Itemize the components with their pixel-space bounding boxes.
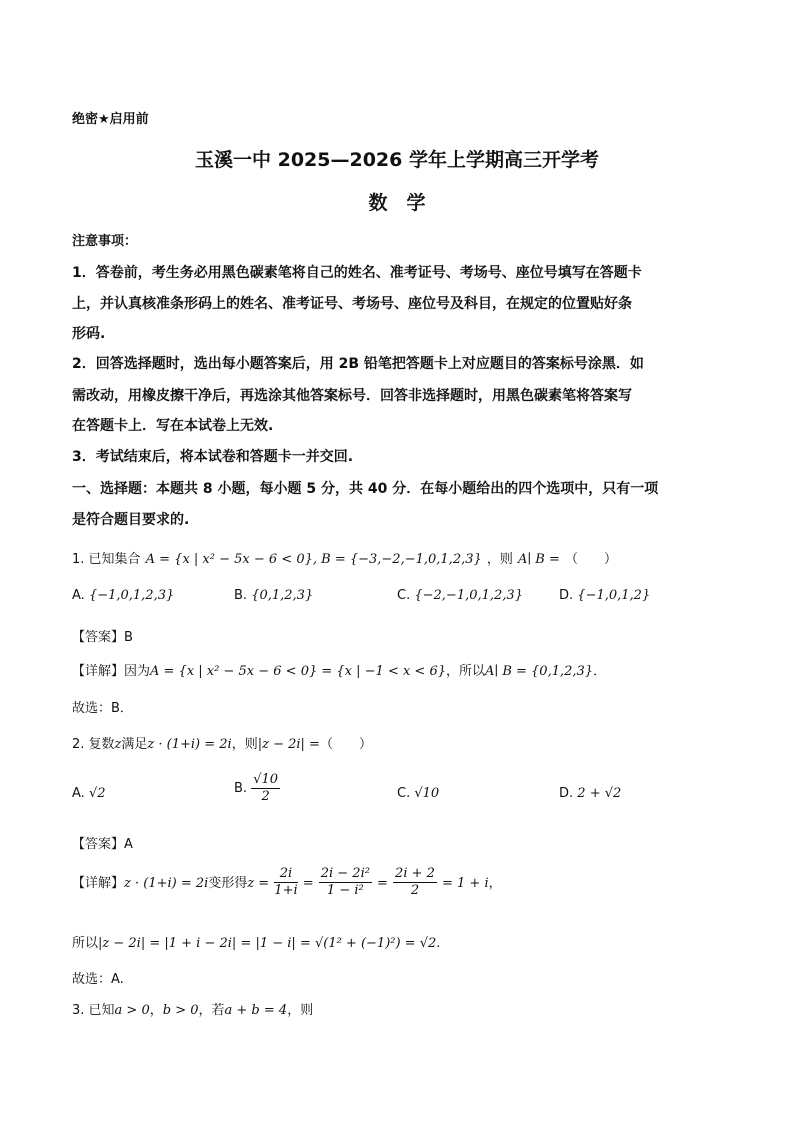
q1-answer: 【答案】B <box>72 630 133 645</box>
question-1-stem <box>72 548 617 567</box>
q1-option-c <box>397 588 523 603</box>
q1-detail-math: A = {x | x² − 5x − 6 < 0} = {x | −1 < x < 6} <box>150 664 446 679</box>
q1-option-a-label: A. <box>72 588 85 603</box>
q2-frac-1-den: 1+i <box>274 883 298 898</box>
q2-option-a <box>72 786 106 801</box>
q2-frac-2-num: 2i − 2i² <box>320 866 370 881</box>
question-3-stem <box>72 999 313 1018</box>
q1-detail <box>72 660 606 679</box>
q2-detail-mid: 变形得 <box>208 876 248 891</box>
q2-option-b-num: √10 <box>253 772 279 787</box>
q2-frac-3-den: 2 <box>410 883 420 898</box>
q2-option-d-label: D. <box>559 786 574 801</box>
q2-detail-z: z = <box>247 876 270 891</box>
q2-detail-prefix: 【详解】 <box>72 876 125 891</box>
q1-suffix: ，则 <box>486 552 513 567</box>
q2-so-label: 所以 <box>72 936 99 951</box>
q1-detail-mid: ，所以 <box>446 664 486 679</box>
q2-detail-end: ， <box>488 876 502 891</box>
q2-condition: z · (1+i) = 2i <box>147 737 232 752</box>
q1-option-d <box>559 588 650 603</box>
q2-frac-2-den: 1 − i² <box>326 883 364 898</box>
q1-option-d-label: D. <box>559 588 574 603</box>
q2-option-c-text: √10 <box>414 786 440 801</box>
q1-option-b-text: {0,1,2,3} <box>251 588 314 603</box>
q2-choose: 故选：A. <box>72 972 124 987</box>
section-1-line-1: 一、选择题：本题共 8 小题，每小题 5 分，共 40 分．在每小题给出的四个选项中，只有一项 <box>72 481 659 497</box>
q3-sep-1: ， <box>149 1003 163 1018</box>
q2-ask: |z − 2i| = <box>257 737 320 752</box>
note-1-line-2: 上，并认真核准条形码上的姓名、准考证号、考场号、座位号及科目，在规定的位置贴好条 <box>72 296 632 312</box>
q2-option-b <box>234 772 280 805</box>
q1-option-a-text: {−1,0,1,2,3} <box>88 588 175 603</box>
q2-option-d-text: 2 + √2 <box>577 786 622 801</box>
q2-mid: 满足 <box>121 737 148 752</box>
q2-option-a-label: A. <box>72 786 85 801</box>
q1-option-c-text: {−2,−1,0,1,2,3} <box>414 588 523 603</box>
note-2-line-3: 在答题卡上．写在本试卷上无效. <box>72 418 274 434</box>
notes-heading: 注意事项： <box>72 234 138 249</box>
q2-option-d <box>559 786 621 801</box>
q3-sep-2: ，若 <box>198 1003 225 1018</box>
exam-title: 玉溪一中 2025—2026 学年上学期高三开学考 <box>195 149 599 171</box>
q1-detail-prefix: 【详解】因为 <box>72 664 151 679</box>
q2-mid-2: ，则 <box>231 737 258 752</box>
q1-option-b <box>234 588 313 603</box>
q1-choose: 故选：B． <box>72 701 133 716</box>
note-2-line-2: 需改动，用橡皮擦干净后，再选涂其他答案标号．回答非选择题时，用黑色碳素笔将答案写 <box>72 388 632 404</box>
q2-so-end: . <box>436 936 441 951</box>
q3-prefix: 3. 已知 <box>72 1003 115 1018</box>
q2-paren: （ ） <box>319 737 372 752</box>
q1-detail-end: ． <box>593 664 607 679</box>
q2-detail-tail: = 1 + i <box>442 876 489 891</box>
note-2-line-1: 2．回答选择题时，选出每小题答案后，用 2B 铅笔把答题卡上对应题目的答案标号涂黑．如 <box>72 356 644 372</box>
q2-option-b-label: B. <box>234 781 248 796</box>
q1-option-c-label: C. <box>397 588 411 603</box>
q2-eq-1: = <box>302 876 314 891</box>
q2-so-math: |z − 2i| = |1 + i − 2i| = |1 − i| = √(1² + (−1)²) = √2 <box>98 936 437 951</box>
q2-frac-1-num: 2i <box>274 866 297 883</box>
q1-expr: A∣ B = <box>517 552 560 567</box>
q3-cond-3: a + b = 4 <box>224 1003 288 1018</box>
q2-so <box>72 932 440 951</box>
subject-title: 数 学 <box>368 192 426 214</box>
q1-option-d-text: {−1,0,1,2} <box>577 588 651 603</box>
q3-cond-2: b > 0 <box>162 1003 199 1018</box>
question-2-stem <box>72 733 372 752</box>
q2-detail <box>72 866 502 899</box>
note-1-line-1: 1．答卷前，考生务必用黑色碳素笔将自己的姓名、准考证号、考场号、座位号填写在答题卡 <box>72 265 642 281</box>
secret-label: 绝密★启用前 <box>72 112 149 127</box>
section-1-line-2: 是符合题目要求的. <box>72 512 190 528</box>
q1-option-b-label: B. <box>234 588 248 603</box>
q2-option-b-den: 2 <box>261 789 270 804</box>
q3-cond-1: a > 0 <box>114 1003 150 1018</box>
q1-set-b: , B = {−3,−2,−1,0,1,2,3} <box>312 552 482 567</box>
q1-option-a <box>72 588 174 603</box>
q1-set-a: A = {x | x² − 5x − 6 < 0} <box>145 552 313 567</box>
q1-detail-math-2: A∣ B = {0,1,2,3} <box>485 664 594 679</box>
q1-prefix: 1. 已知集合 <box>72 552 141 567</box>
q2-frac-3-num: 2i + 2 <box>395 866 435 881</box>
q2-z: z <box>114 737 122 752</box>
q2-detail-condition: z · (1+i) = 2i <box>124 876 209 891</box>
q3-suffix: ，则 <box>287 1003 314 1018</box>
q2-option-a-text: √2 <box>88 786 106 801</box>
note-1-line-3: 形码. <box>72 326 106 342</box>
q2-eq-2: = <box>377 876 388 891</box>
q2-option-c-label: C. <box>397 786 411 801</box>
note-3: 3．考试结束后，将本试卷和答题卡一并交回. <box>72 449 354 465</box>
q2-option-c <box>397 786 439 801</box>
q2-answer: 【答案】A <box>72 837 133 852</box>
q1-paren: （ ） <box>564 552 617 567</box>
q2-prefix: 2. 复数 <box>72 737 115 752</box>
